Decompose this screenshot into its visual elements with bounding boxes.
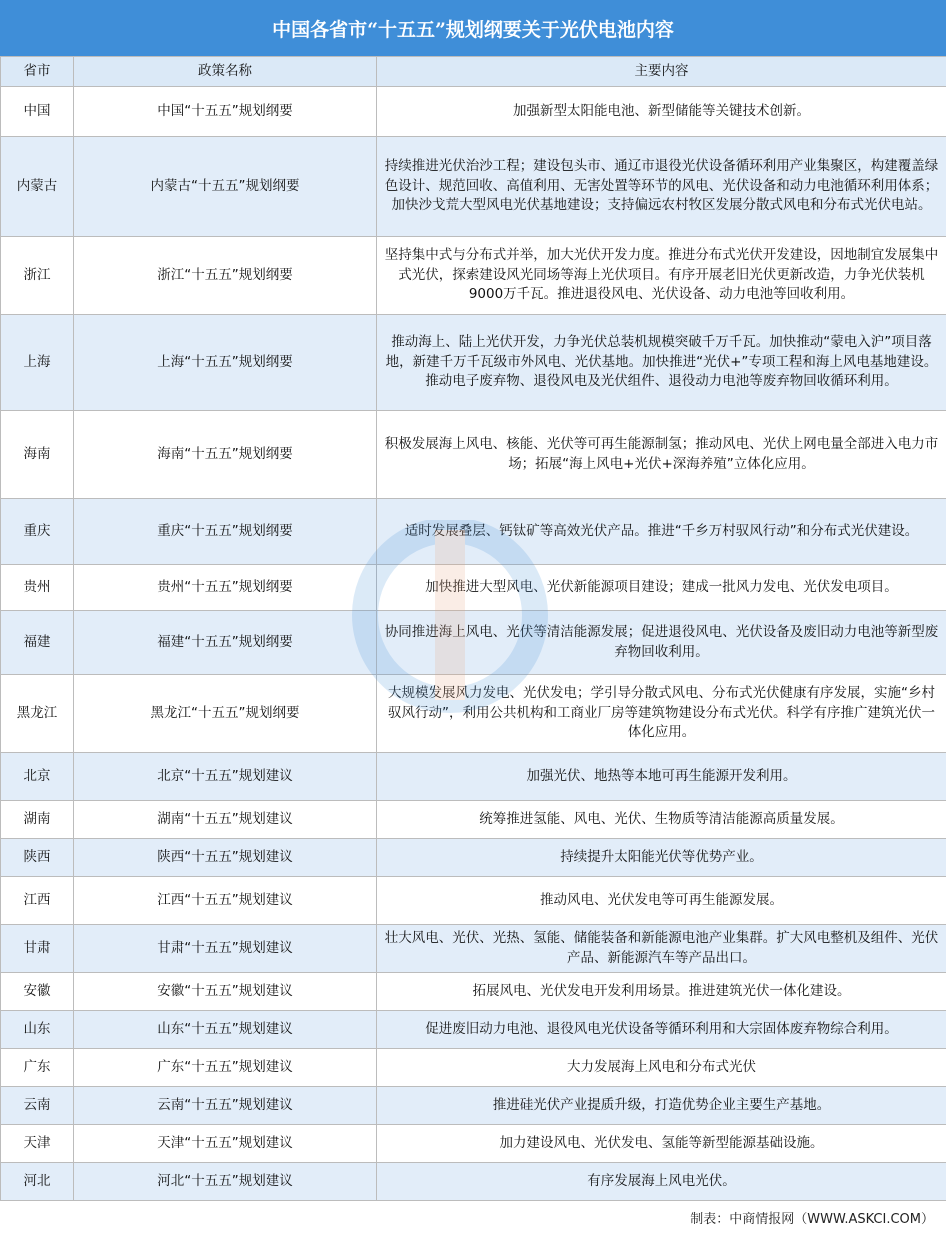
table-row	[1, 315, 946, 411]
cell-province: 重庆	[1, 499, 74, 565]
cell-policy: 广东“十五五”规划建议	[74, 1049, 377, 1087]
cell-policy: 北京“十五五”规划建议	[74, 753, 377, 801]
cell-province: 安徽	[1, 973, 74, 1011]
table-row	[1, 87, 946, 137]
cell-province: 广东	[1, 1049, 74, 1087]
table-row	[1, 877, 946, 925]
cell-province: 上海	[1, 315, 74, 411]
cell-content: 统筹推进氢能、风电、光伏、生物质等清洁能源高质量发展。	[377, 801, 946, 839]
cell-province: 海南	[1, 411, 74, 499]
cell-province: 云南	[1, 1087, 74, 1125]
cell-policy: 陕西“十五五”规划建议	[74, 839, 377, 877]
table-row	[1, 925, 946, 973]
cell-province: 江西	[1, 877, 74, 925]
cell-content: 坚持集中式与分布式并举，加大光伏开发力度。推进分布式光伏开发建设，因地制宜发展集中式光伏，探索建设风光同场等海上光伏项目。有序开展老旧光伏更新改造，力争光伏装机9000万千瓦。推进退役风电、光伏设备、动力电池等回收利用。	[377, 237, 946, 315]
cell-province: 山东	[1, 1011, 74, 1049]
table-row	[1, 1049, 946, 1087]
cell-policy: 天津“十五五”规划建议	[74, 1125, 377, 1163]
cell-province: 湖南	[1, 801, 74, 839]
table-row	[1, 1125, 946, 1163]
column-header-content: 主要内容	[377, 57, 946, 87]
column-header-policy: 政策名称	[74, 57, 377, 87]
cell-content: 壮大风电、光伏、光热、氢能、储能装备和新能源电池产业集群。扩大风电整机及组件、光伏产品、新能源汽车等产品出口。	[377, 925, 946, 973]
cell-policy: 河北“十五五”规划建议	[74, 1163, 377, 1201]
cell-content: 适时发展叠层、钙钛矿等高效光伏产品。推进“千乡万村驭风行动”和分布式光伏建设。	[377, 499, 946, 565]
table-row	[1, 1011, 946, 1049]
cell-content: 持续推进光伏治沙工程；建设包头市、通辽市退役光伏设备循环利用产业集聚区，构建覆盖绿色设计、规范回收、高值利用、无害处置等环节的风电、光伏设备和动力电池循环利用体系；加快沙戈荒大型风电光伏基地建设；支持偏远农村牧区发展分散式风电和分布式光伏电站。	[377, 137, 946, 237]
cell-province: 内蒙古	[1, 137, 74, 237]
cell-policy: 福建“十五五”规划纲要	[74, 611, 377, 675]
cell-content: 加强光伏、地热等本地可再生能源开发利用。	[377, 753, 946, 801]
table-row	[1, 801, 946, 839]
cell-policy: 安徽“十五五”规划建议	[74, 973, 377, 1011]
cell-content: 有序发展海上风电光伏。	[377, 1163, 946, 1201]
cell-province: 陕西	[1, 839, 74, 877]
cell-content: 拓展风电、光伏发电开发利用场景。推进建筑光伏一体化建设。	[377, 973, 946, 1011]
cell-province: 福建	[1, 611, 74, 675]
table-row	[1, 1163, 946, 1201]
cell-province: 天津	[1, 1125, 74, 1163]
cell-province: 中国	[1, 87, 74, 137]
policy-table	[0, 56, 946, 1201]
cell-policy: 江西“十五五”规划建议	[74, 877, 377, 925]
cell-content: 大力发展海上风电和分布式光伏	[377, 1049, 946, 1087]
table-row	[1, 753, 946, 801]
cell-content: 加强新型太阳能电池、新型储能等关键技术创新。	[377, 87, 946, 137]
cell-province: 浙江	[1, 237, 74, 315]
cell-policy: 浙江“十五五”规划纲要	[74, 237, 377, 315]
cell-content: 积极发展海上风电、核能、光伏等可再生能源制氢；推动风电、光伏上网电量全部进入电力市场；拓展“海上风电+光伏+深海养殖”立体化应用。	[377, 411, 946, 499]
cell-policy: 黑龙江“十五五”规划纲要	[74, 675, 377, 753]
cell-content: 持续提升太阳能光伏等优势产业。	[377, 839, 946, 877]
table-row	[1, 973, 946, 1011]
cell-content: 推进硅光伏产业提质升级，打造优势企业主要生产基地。	[377, 1087, 946, 1125]
cell-policy: 海南“十五五”规划纲要	[74, 411, 377, 499]
cell-policy: 湖南“十五五”规划建议	[74, 801, 377, 839]
table-header-row	[1, 57, 946, 87]
cell-policy: 贵州“十五五”规划纲要	[74, 565, 377, 611]
source-footer: 制表：中商情报网（WWW.ASKCI.COM）	[690, 1212, 934, 1227]
table-row	[1, 675, 946, 753]
cell-province: 黑龙江	[1, 675, 74, 753]
table-row	[1, 839, 946, 877]
cell-policy: 重庆“十五五”规划纲要	[74, 499, 377, 565]
cell-policy: 山东“十五五”规划建议	[74, 1011, 377, 1049]
cell-policy: 上海“十五五”规划纲要	[74, 315, 377, 411]
cell-province: 贵州	[1, 565, 74, 611]
cell-policy: 内蒙古“十五五”规划纲要	[74, 137, 377, 237]
table-row	[1, 237, 946, 315]
table-row	[1, 1087, 946, 1125]
cell-content: 促进废旧动力电池、退役风电光伏设备等循环利用和大宗固体废弃物综合利用。	[377, 1011, 946, 1049]
cell-content: 协同推进海上风电、光伏等清洁能源发展；促进退役风电、光伏设备及废旧动力电池等新型废弃物回收利用。	[377, 611, 946, 675]
table-row	[1, 137, 946, 237]
cell-content: 加力建设风电、光伏发电、氢能等新型能源基础设施。	[377, 1125, 946, 1163]
cell-province: 北京	[1, 753, 74, 801]
table-row	[1, 411, 946, 499]
cell-province: 甘肃	[1, 925, 74, 973]
table-row	[1, 611, 946, 675]
page-title: 中国各省市“十五五”规划纲要关于光伏电池内容	[0, 0, 946, 56]
column-header-province: 省市	[1, 57, 74, 87]
cell-content: 加快推进大型风电、光伏新能源项目建设；建成一批风力发电、光伏发电项目。	[377, 565, 946, 611]
cell-content: 推动海上、陆上光伏开发，力争光伏总装机规模突破千万千瓦。加快推动“蒙电入沪”项目落地，新建千万千瓦级市外风电、光伏基地。加快推进“光伏+”专项工程和海上风电基地建设。推动电子废弃物、退役风电及光伏组件、退役动力电池等废弃物回收循环利用。	[377, 315, 946, 411]
cell-content: 大规模发展风力发电、光伏发电；学引导分散式风电、分布式光伏健康有序发展，实施“乡村驭风行动”，利用公共机构和工商业厂房等建筑物建设分布式光伏。科学有序推广建筑光伏一体化应用。	[377, 675, 946, 753]
cell-province: 河北	[1, 1163, 74, 1201]
cell-content: 推动风电、光伏发电等可再生能源发展。	[377, 877, 946, 925]
cell-policy: 甘肃“十五五”规划建议	[74, 925, 377, 973]
table-row	[1, 499, 946, 565]
cell-policy: 中国“十五五”规划纲要	[74, 87, 377, 137]
cell-policy: 云南“十五五”规划建议	[74, 1087, 377, 1125]
table-row	[1, 565, 946, 611]
